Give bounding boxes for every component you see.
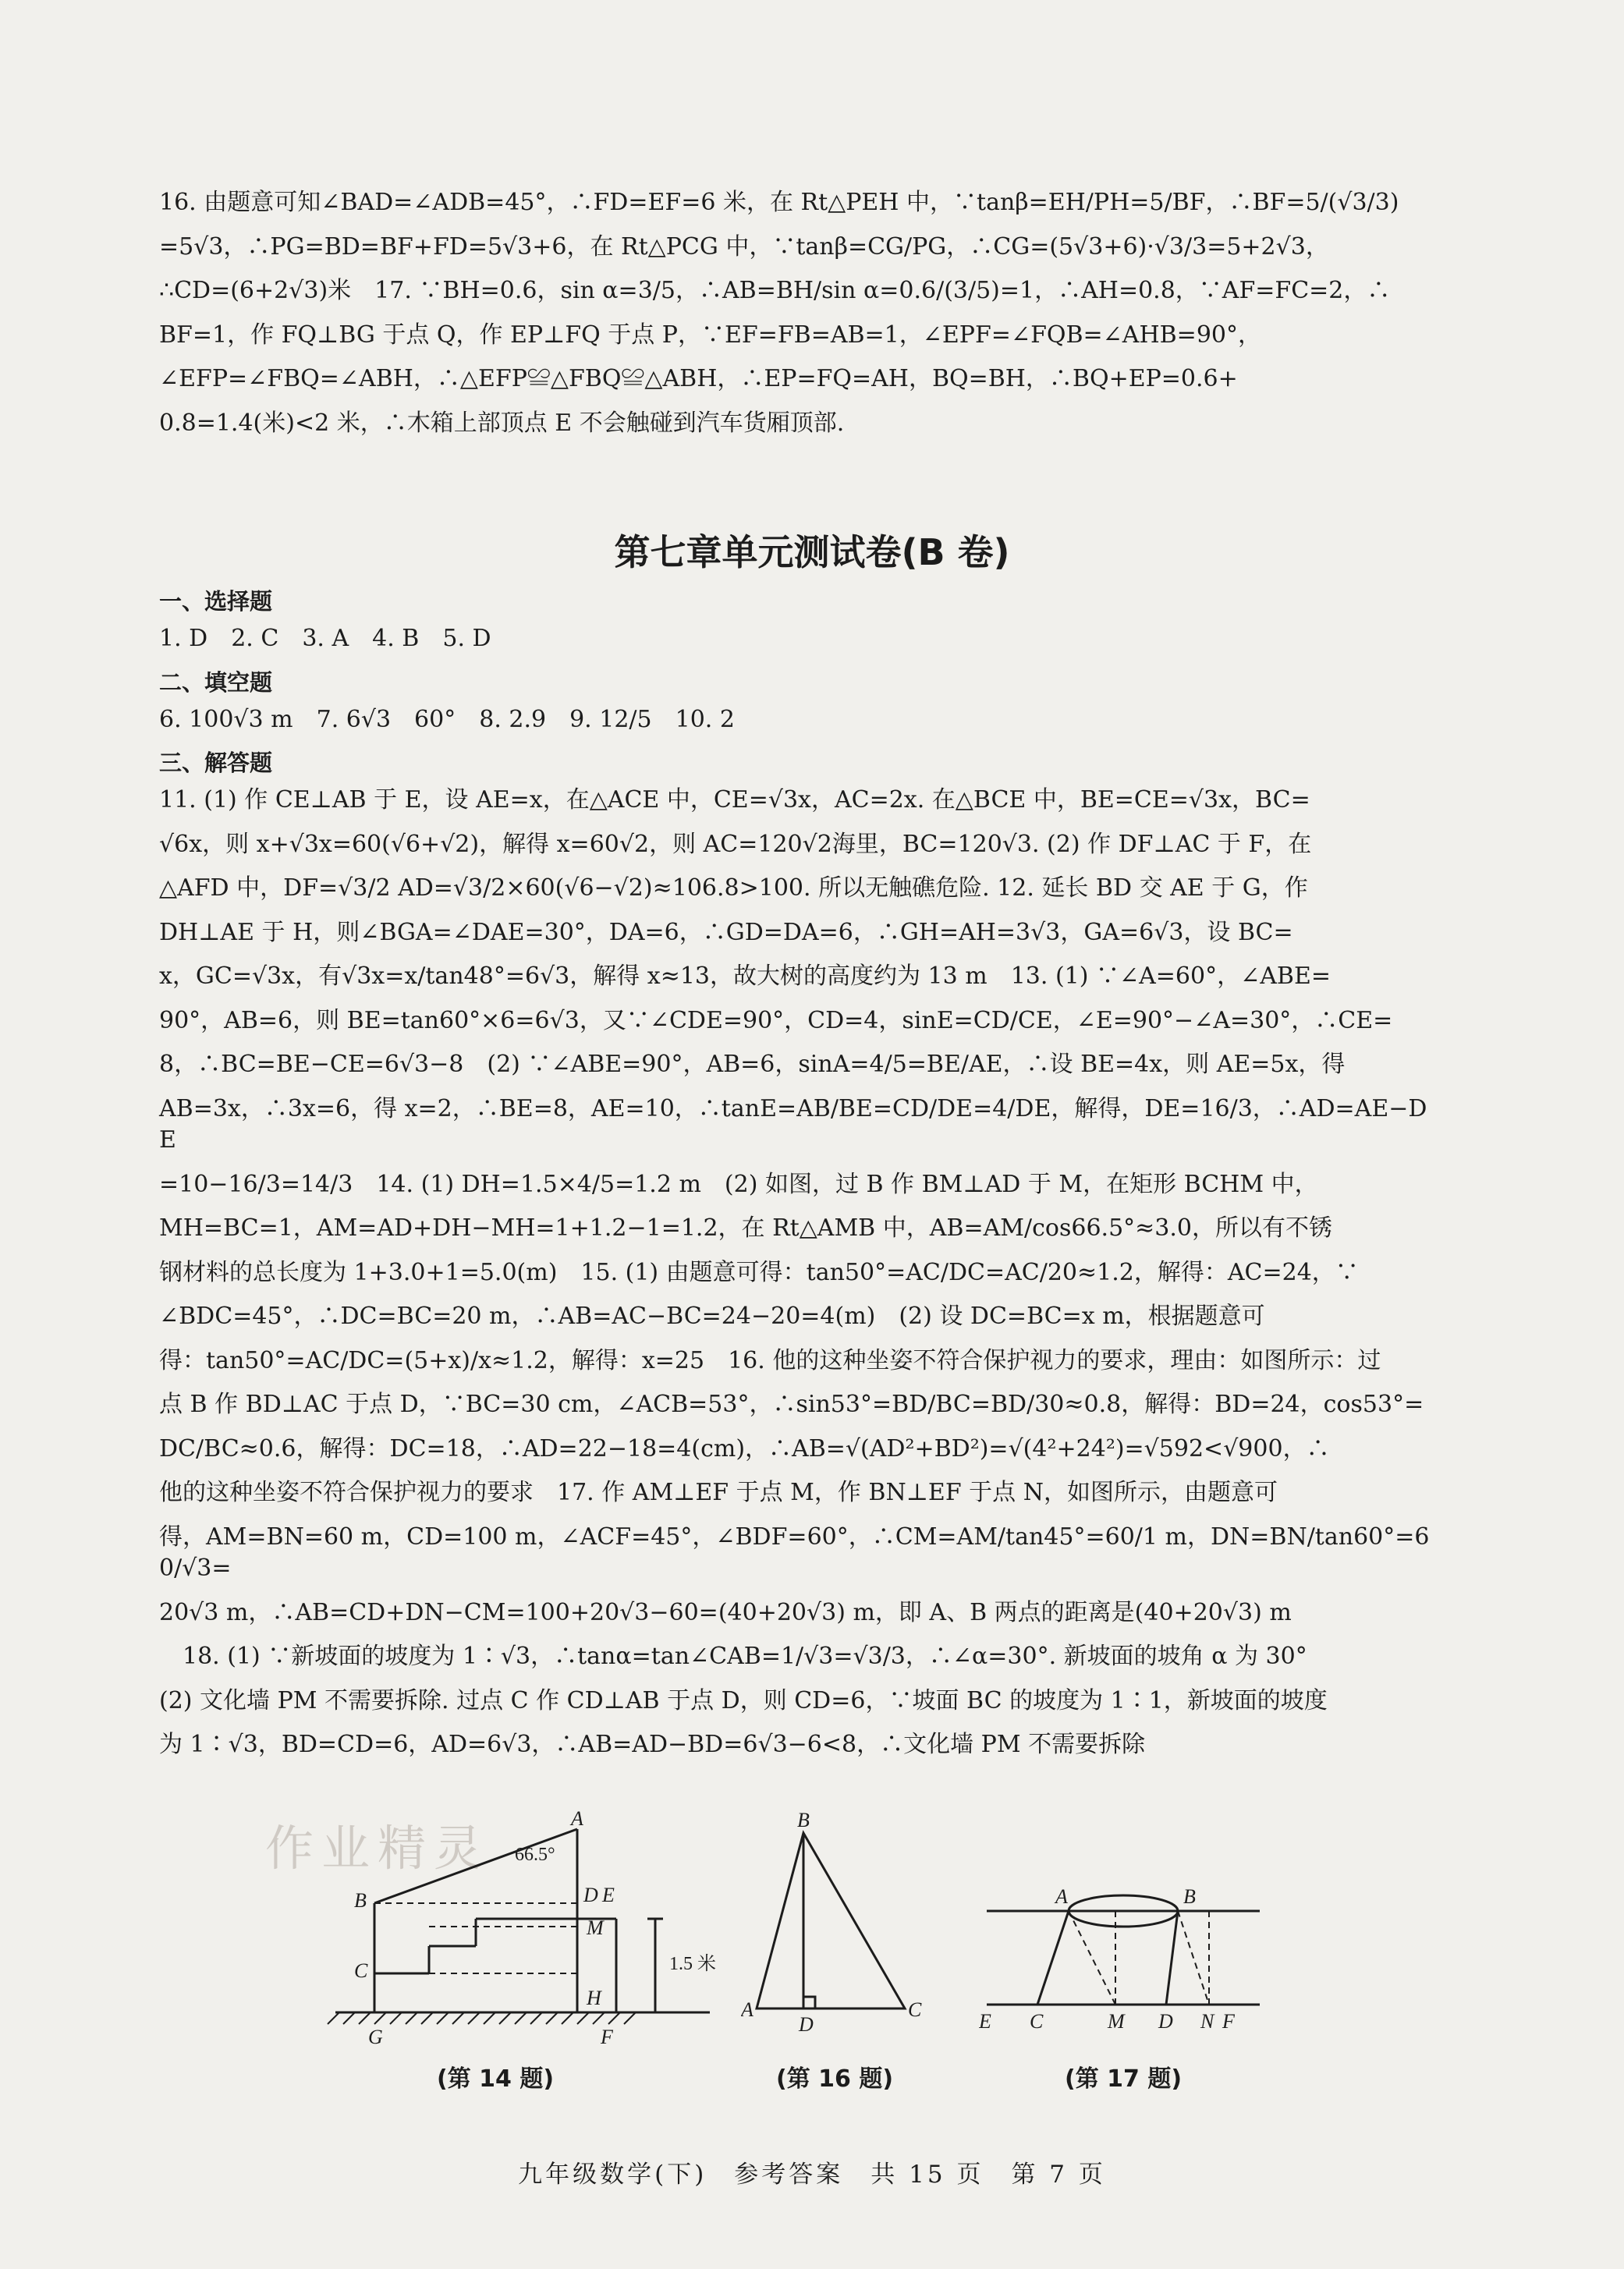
answer-line: DC/BC≈0.6，解得：DC=18，∴AD=22−18=4(cm)，∴AB=√(AD²+BD²)=√(4²+24²)=√592<√900，∴ bbox=[159, 1434, 1330, 1462]
watermark-text: 作业精灵 bbox=[265, 1820, 491, 1877]
label-A: A bbox=[571, 1810, 583, 1830]
figure-14-diagram bbox=[320, 1810, 757, 2051]
label-F: F bbox=[601, 2026, 613, 2048]
part1-heading: 一、选择题 bbox=[159, 588, 273, 615]
answer-line: ∠BDC=45°，∴DC=BC=20 m，∴AB=AC−BC=24−20=4(m) (2) 设 DC=BC=x m，根据题意可 bbox=[159, 1303, 1265, 1331]
answer-line: 钢材料的总长度为 1+3.0+1=5.0(m) 15. (1) 由题意可得：tan50°=AC/DC=AC/20≈1.2，解得：AC=24，∵ bbox=[159, 1258, 1359, 1286]
section-title: 第七章单元测试卷(B 卷) bbox=[614, 531, 1010, 573]
page-footer: 九年级数学(下) 参考答案 共 15 页 第 7 页 bbox=[518, 2161, 1106, 2189]
label-D: D bbox=[1158, 2010, 1173, 2033]
label-C: C bbox=[908, 1998, 922, 2021]
answer-line: =10−16/3=14/3 14. (1) DH=1.5×4/5=1.2 m (2) 如图，过 B 作 BM⊥AD 于 M，在矩形 BCHM 中， bbox=[159, 1170, 1318, 1198]
answer-line: 得：tan50°=AC/DC=(5+x)/x≈1.2，解得：x=25 16. 他的这种坐姿不符合保护视力的要求，理由：如图所示：过 bbox=[159, 1346, 1381, 1374]
label-A: A bbox=[741, 1998, 753, 2021]
label-F: F bbox=[1222, 2010, 1235, 2033]
answer-line: AB=3x，∴3x=6，得 x=2，∴BE=8，AE=10，∴tanE=AB/BE=CD/DE=4/DE，解得，DE=16/3，∴AD=AE−DE bbox=[159, 1094, 1427, 1154]
label-E: E bbox=[979, 2010, 991, 2033]
answer-line: BF=1，作 FQ⊥BG 于点 Q，作 EP⊥FQ 于点 P，∵EF=FB=AB=1，∠EPF=∠FQB=∠AHB=90°， bbox=[159, 321, 1261, 349]
answer-line: DH⊥AE 于 H，则∠BGA=∠DAE=30°，DA=6，∴GD=DA=6，∴GH=AH=3√3，GA=6√3，设 BC= bbox=[159, 918, 1293, 946]
bottom-answer-block bbox=[159, 583, 1438, 1774]
figure-16-caption: (第 16 题) bbox=[776, 2065, 894, 2093]
answer-line: 11. (1) 作 CE⊥AB 于 E，设 AE=x，在△ACE 中，CE=√3x，AC=2x. 在△BCE 中，BE=CE=√3x，BC= bbox=[159, 786, 1310, 814]
answer-line: ∠EFP=∠FBQ=∠ABH，∴△EFP≌△FBQ≌△ABH，∴EP=FQ=AH，BQ=BH，∴BQ+EP=0.6+ bbox=[159, 365, 1238, 392]
label-C: C bbox=[354, 1959, 368, 1982]
answer-line: 90°，AB=6，则 BE=tan60°×6=6√3，又∵∠CDE=90°，CD=4，sinE=CD/CE，∠E=90°−∠A=30°，∴CE= bbox=[159, 1006, 1393, 1034]
figure-14-caption: (第 14 题) bbox=[437, 2065, 555, 2093]
height-label: 1.5 米 bbox=[669, 1954, 716, 1974]
label-M: M bbox=[1108, 2010, 1125, 2033]
part2-answers: 6. 100√3 m 7. 6√3 60° 8. 2.9 9. 12/5 10. 2 bbox=[159, 705, 735, 733]
label-D: D bbox=[583, 1884, 598, 1906]
answer-line: 20√3 m，∴AB=CD+DN−CM=100+20√3−60=(40+20√3) m，即 A、B 两点的距离是(40+20√3) m bbox=[159, 1598, 1292, 1626]
part1-answers: 1. D 2. C 3. A 4. B 5. D bbox=[159, 625, 491, 653]
part2-heading: 二、填空题 bbox=[159, 668, 273, 696]
figure-16-diagram bbox=[741, 1810, 936, 2036]
part3-heading: 三、解答题 bbox=[159, 750, 273, 777]
answer-line: 他的这种坐姿不符合保护视力的要求 17. 作 AM⊥EF 于点 M，作 BN⊥EF 于点 N，如图所示，由题意可 bbox=[159, 1479, 1278, 1507]
label-H: H bbox=[587, 1987, 601, 2009]
label-C: C bbox=[1030, 2010, 1044, 2033]
label-M: M bbox=[587, 1916, 604, 1939]
label-B: B bbox=[1183, 1885, 1196, 1908]
label-B: B bbox=[354, 1889, 367, 1912]
label-A: A bbox=[1055, 1885, 1068, 1908]
figure-17-caption: (第 17 题) bbox=[1065, 2065, 1183, 2093]
answer-line: △AFD 中，DF=√3/2 AD=√3/2×60(√6−√2)≈106.8>100. 所以无触礁危险. 12. 延长 BD 交 AE 于 G，作 bbox=[159, 874, 1308, 902]
answer-line: √6x，则 x+√3x=60(√6+√2)，解得 x=60√2，则 AC=120√2海里，BC=120√3. (2) 作 DF⊥AC 于 F，在 bbox=[159, 830, 1312, 858]
figure-17-diagram bbox=[979, 1872, 1268, 2036]
answer-line: 8，∴BC=BE−CE=6√3−8 (2) ∵∠ABE=90°，AB=6，sinA=4/5=BE/AE，∴设 BE=4x，则 AE=5x，得 bbox=[159, 1051, 1346, 1079]
answer-line: ∴CD=(6+2√3)米 17. ∵BH=0.6，sin α=3/5，∴AB=BH/sin α=0.6/(3/5)=1，∴AH=0.8，∵AF=FC=2，∴ bbox=[159, 277, 1391, 304]
answer-line: 点 B 作 BD⊥AC 于点 D，∵BC=30 cm，∠ACB=53°，∴sin53°=BD/BC=BD/30≈0.8，解得：BD=24，cos53°= bbox=[159, 1391, 1424, 1419]
label-B: B bbox=[797, 1810, 810, 1831]
answer-line: 得，AM=BN=60 m，CD=100 m，∠ACF=45°，∠BDF=60°，∴CM=AM/tan45°=60/1 m，DN=BN/tan60°=60/√3= bbox=[159, 1523, 1430, 1583]
answer-line: 18. (1) ∵新坡面的坡度为 1∶√3，∴tanα=tan∠CAB=1/√3=√3/3，∴∠α=30°. 新坡面的坡角 α 为 30° bbox=[159, 1643, 1307, 1671]
answer-line: x，GC=√3x，有√3x=x/tan48°=6√3，解得 x≈13，故大树的高度约为 13 m 13. (1) ∵∠A=60°，∠ABE= bbox=[159, 963, 1331, 991]
label-E: E bbox=[602, 1884, 615, 1906]
answer-line: 16. 由题意可知∠BAD=∠ADB=45°，∴FD=EF=6 米，在 Rt△PEH 中，∵tanβ=EH/PH=5/BF，∴BF=5/(√3/3) bbox=[159, 189, 1399, 216]
label-G: G bbox=[368, 2026, 383, 2048]
answer-line: (2) 文化墙 PM 不需要拆除. 过点 C 作 CD⊥AB 于点 D，则 CD=6，∵坡面 BC 的坡度为 1∶1，新坡面的坡度 bbox=[159, 1686, 1328, 1714]
answer-line: =5√3，∴PG=BD=BF+FD=5√3+6，在 Rt△PCG 中，∵tanβ=CG/PG，∴CG=(5√3+6)·√3/3=5+2√3， bbox=[159, 232, 1329, 261]
angle-label: 66.5° bbox=[515, 1845, 555, 1865]
label-D: D bbox=[799, 2013, 814, 2036]
answer-line: MH=BC=1，AM=AD+DH−MH=1+1.2−1=1.2，在 Rt△AMB 中，AB=AM/cos66.5°≈3.0，所以有不锈 bbox=[159, 1214, 1332, 1243]
label-N: N bbox=[1200, 2010, 1214, 2033]
top-answer-block bbox=[159, 187, 1438, 452]
answer-line: 0.8=1.4(米)<2 米，∴木箱上部顶点 E 不会触碰到汽车货厢顶部. bbox=[159, 409, 845, 437]
answer-line: 为 1∶√3，BD=CD=6，AD=6√3，∴AB=AD−BD=6√3−6<8，∴文化墙 PM 不需要拆除 bbox=[159, 1731, 1146, 1759]
